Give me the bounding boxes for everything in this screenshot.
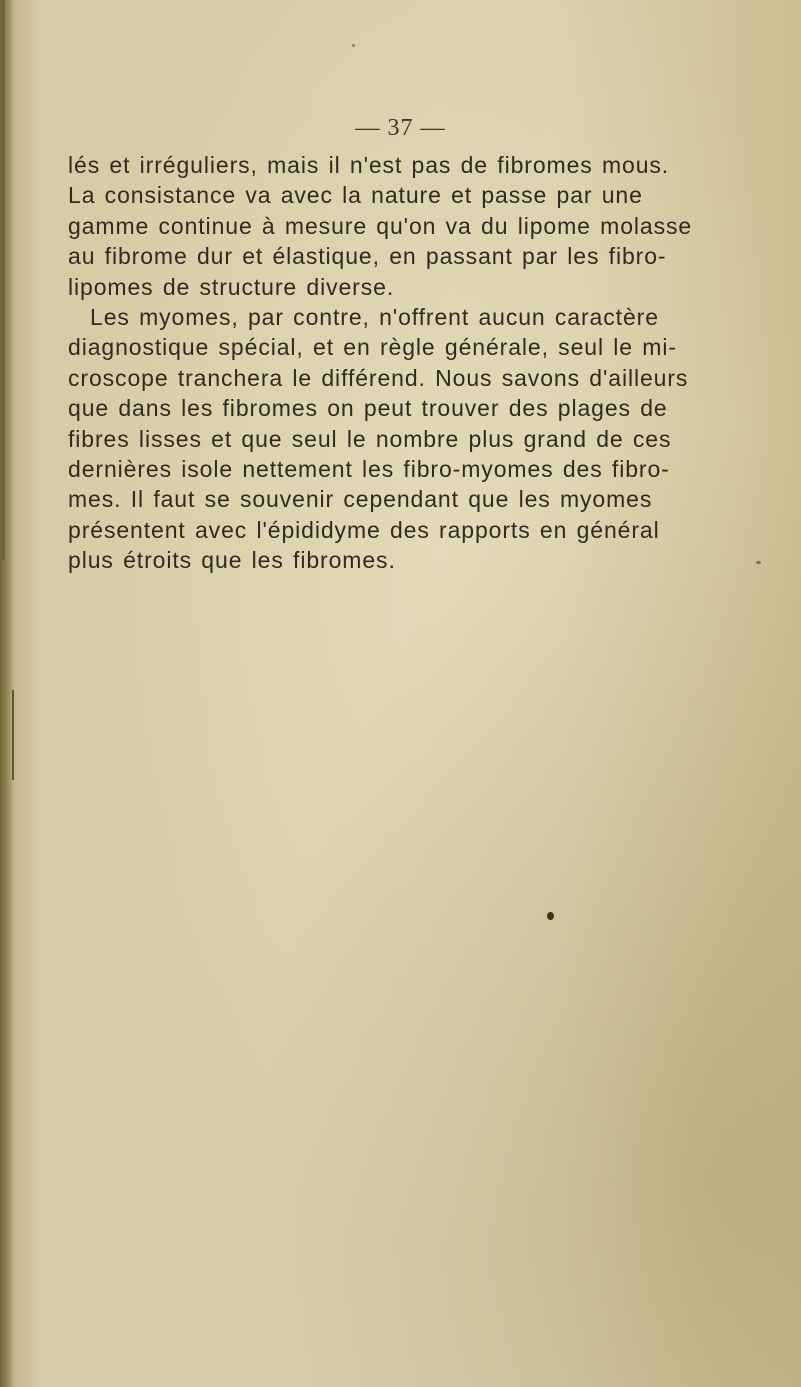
body-text <box>68 150 728 576</box>
page-number: — 37 — <box>355 115 446 141</box>
text-line: que dans les fibromes on peut trouver des plages de <box>68 395 668 422</box>
text-line: présentent avec l'épididyme des rapports en général <box>68 516 660 543</box>
text-line: diagnostique spécial, et en règle générale, seul le mi- <box>68 334 677 361</box>
text-line: lipomes de structure diverse. <box>68 273 395 300</box>
paper-speck <box>547 912 554 920</box>
text-line: La consistance va avec la nature et passe par une <box>68 182 643 209</box>
paper-speck <box>756 561 761 564</box>
text-line: mes. Il faut se souvenir cependant que les myomes <box>68 486 653 513</box>
text-line: lés et irréguliers, mais il n'est pas de fibromes mous. <box>68 152 670 178</box>
paper-speck <box>352 44 355 47</box>
binding-edge <box>2 0 5 560</box>
text-line: gamme continue à mesure qu'on va du lipome molasse <box>68 212 693 239</box>
text-line: au fibrome dur et élastique, en passant par les fibro- <box>68 243 667 270</box>
margin-mark <box>12 690 14 780</box>
text-line: fibres lisses et que seul le nombre plus grand de ces <box>68 425 672 452</box>
text-line: dernières isole nettement les fibro-myomes des fibro- <box>68 456 670 483</box>
text-line: croscope tranchera le différend. Nous savons d'ailleurs <box>68 364 689 391</box>
text-line: Les myomes, par contre, n'offrent aucun caractère <box>90 304 659 331</box>
text-line: plus étroits que les fibromes. <box>68 547 396 574</box>
